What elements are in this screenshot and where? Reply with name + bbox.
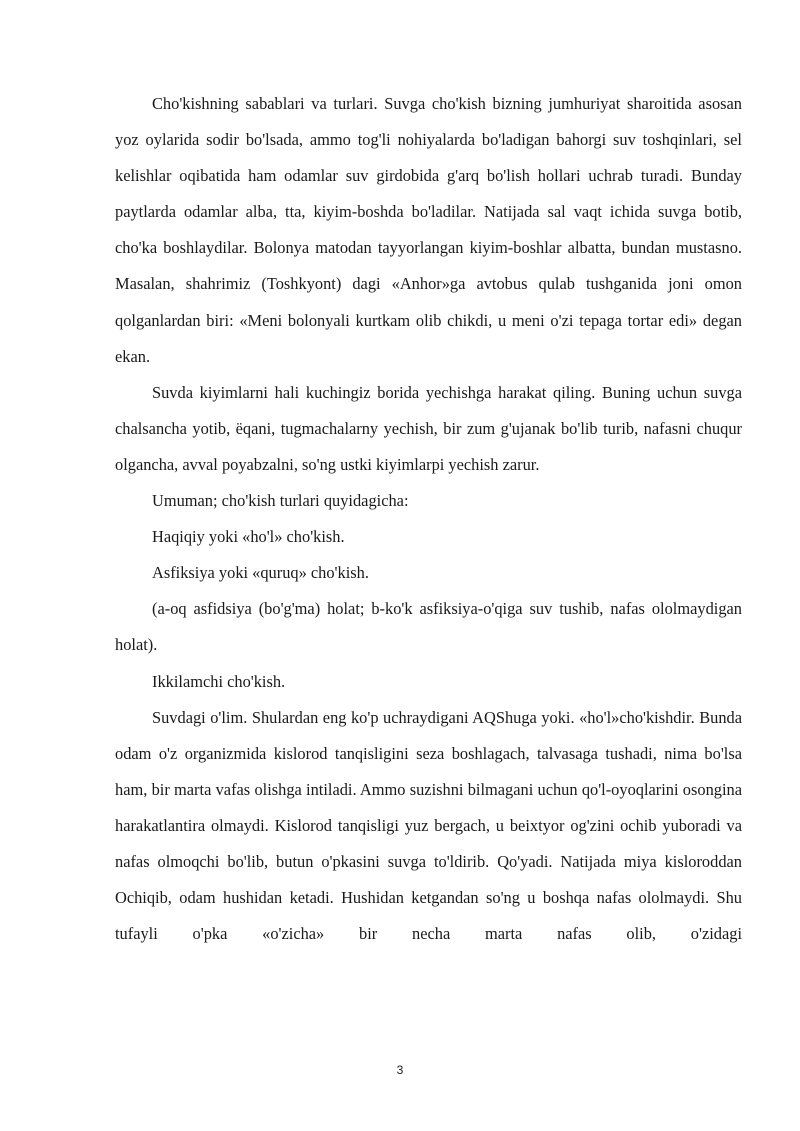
paragraph-types-intro: Umuman; cho'kish turlari quyidagicha: xyxy=(152,491,409,511)
paragraph-undressing-in-water: Suvda kiyimlarni hali kuchingiz borida yechishga harakat qiling. Buning uchun suvga chalsancha yotib, ëqani, tugmachalarny yechish, bir zum g'ujanak bo'lib turib, nafasni chuqur olgancha, avval poyabzalni, so'ng ustki kiyimlarpi yechish zarur. xyxy=(115,382,742,474)
paragraph-causes-and-types: Cho'kishning sabablari va turlari. Suvga cho'kish bizning jumhuriyat sharoitida asosan yoz oylarida sodir bo'lsada, ammo tog'li nohiyalarda bo'ladigan bahorgi suv toshqinlari, sel kelishlar oqibatida ham odamlar suv girdobida g'arq bo'lish hollari uchrab turadi. Bunday paytlarda odamlar alba, tta, kiyim-boshda bo'ladilar. Natijada sal vaqt ichida suvga botib, cho'ka boshlaydilar. Bolonya matodan tayyorlangan kiyim-boshlar albatta, bundan mustasno. Masalan, shahrimiz (Toshkyont) dagi «Anhor»ga avtobus qulab tushganida joni omon qolganlardan biri: «Meni bolonyali kurtkam olib chikdi, u meni o'zi tepaga tortar edi» degan ekan. xyxy=(115,94,742,366)
paragraph-asphyxia-note: (a-oq asfidsiya (bo'g'ma) holat; b-ko'k asfiksiya-o'qiga suv tushib, nafas ololmaydigan holat). xyxy=(115,599,742,655)
document-body xyxy=(115,86,742,952)
page-number: 3 xyxy=(396,1063,404,1077)
paragraph-death-in-water: Suvdagi o'lim. Shulardan eng ko'p uchraydigani AQShuga yoki. «ho'l»cho'kishdir. Bunda odam o'z organizmida kislorod tanqisligini seza boshlagach, talvasaga tushadi, nima bo'lsa ham, bir marta vafas olishga intiladi. Ammo suzishni bilmagani uchun qo'l-oyoqlarini osongina harakatlantira olmaydi. Kislorod tanqisligi yuz bergach, u beixtyor og'zini ochib yuboradi va nafas olmoqchi bo'lib, butun o'pkasini suvga to'ldirib. Qo'yadi. Natijada miya kisloroddan Ochiqib, odam hushidan ketadi. Hushidan ketgandan so'ng u boshqa nafas ololmaydi. Shu tufayli o'pka «o'zicha» bir necha marta nafas olib, o'zidagi xyxy=(115,707,742,944)
paragraph-type-secondary: Ikkilamchi cho'kish. xyxy=(152,671,286,691)
paragraph-type-dry: Asfiksiya yoki «quruq» cho'kish. xyxy=(152,563,369,583)
paragraph-type-wet: Haqiqiy yoki «ho'l» cho'kish. xyxy=(152,527,345,547)
